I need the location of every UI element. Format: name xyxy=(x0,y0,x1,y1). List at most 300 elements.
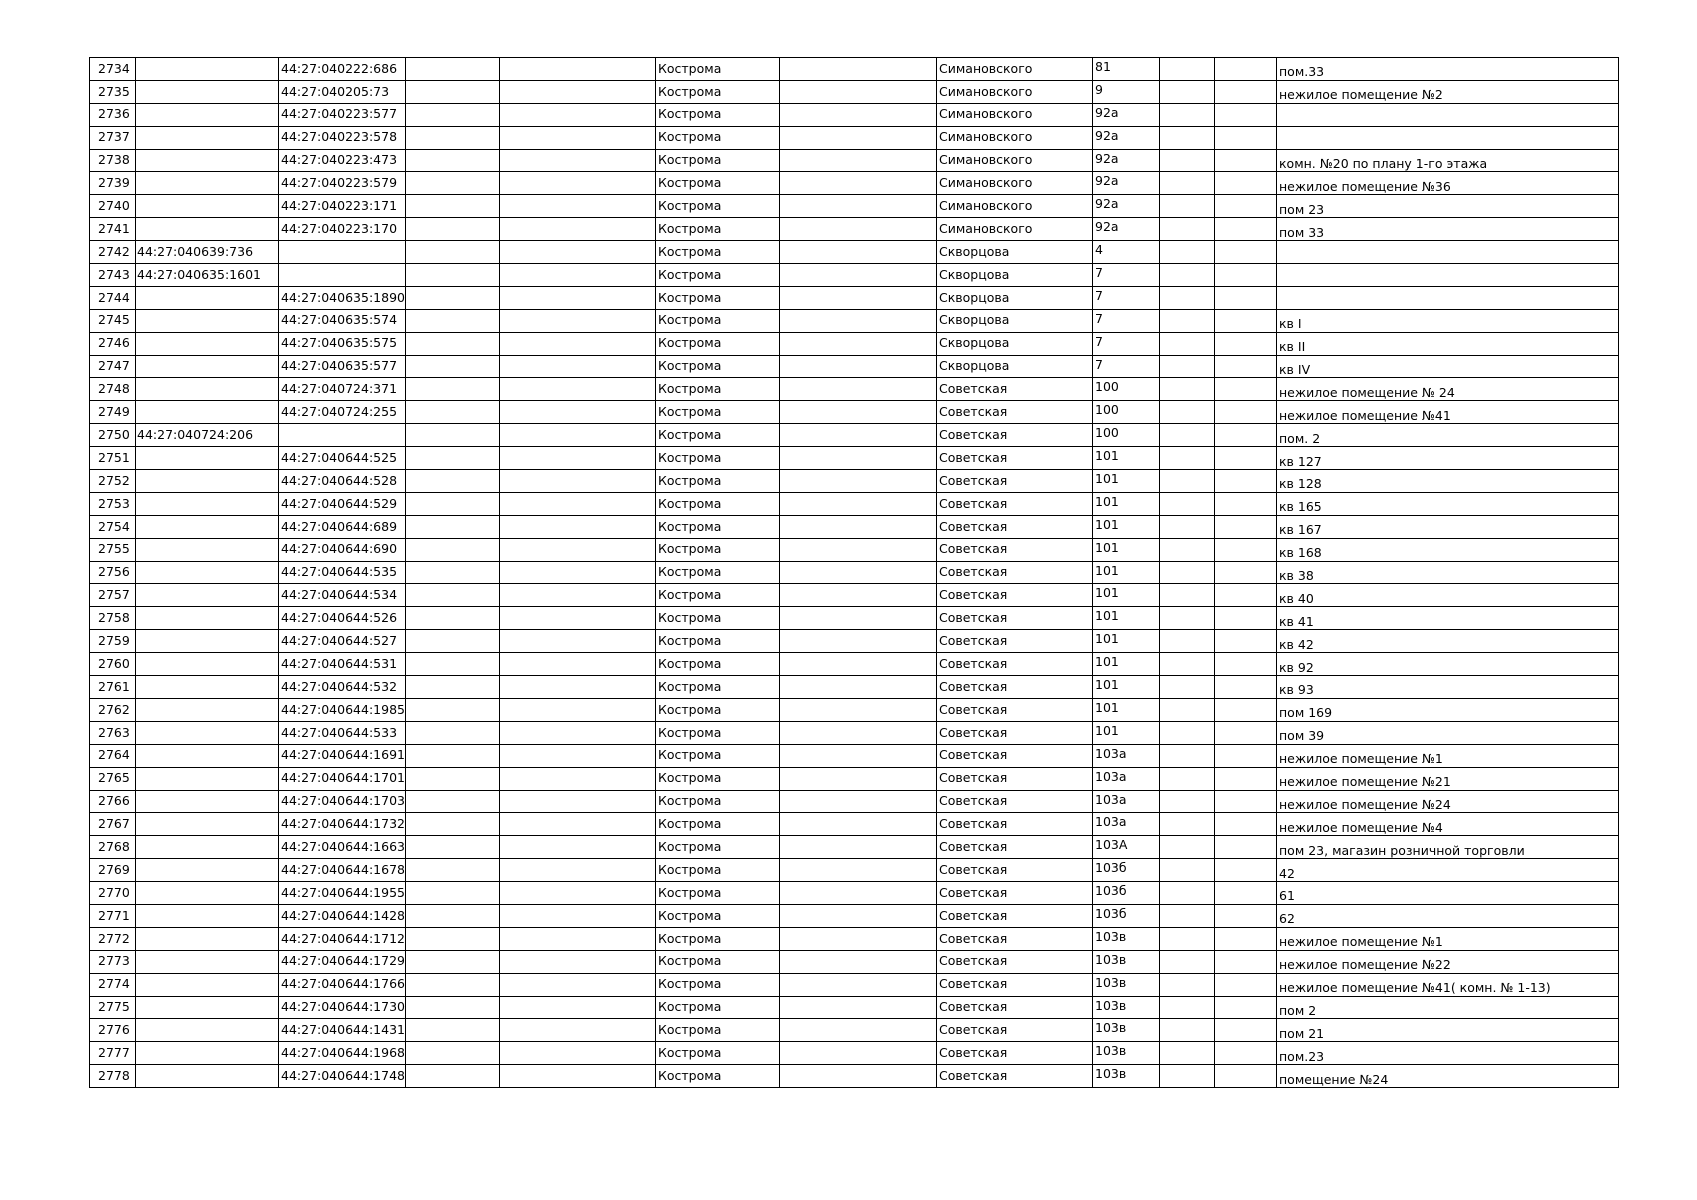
row-number-cell: 2771 xyxy=(90,904,136,927)
row-number-cell: 2778 xyxy=(90,1065,136,1088)
cadastral-number-cell xyxy=(136,355,279,378)
cadastral-number-cell xyxy=(136,790,279,813)
row-number-cell: 2776 xyxy=(90,1019,136,1042)
street-cell: Советская xyxy=(937,607,1093,630)
table-row xyxy=(90,401,1619,424)
house-cell: 101 xyxy=(1093,676,1160,699)
table-row xyxy=(90,1065,1619,1088)
table-row xyxy=(90,813,1619,836)
empty-cell xyxy=(406,653,500,676)
cadastral-number-cell xyxy=(136,653,279,676)
city-cell: Кострома xyxy=(656,790,780,813)
city-cell: Кострома xyxy=(656,447,780,470)
empty-cell xyxy=(780,653,937,676)
table-row xyxy=(90,195,1619,218)
table-row xyxy=(90,721,1619,744)
empty-cell xyxy=(1215,126,1277,149)
empty-cell xyxy=(780,1065,937,1088)
empty-cell xyxy=(780,355,937,378)
table-row xyxy=(90,996,1619,1019)
empty-cell xyxy=(500,1065,656,1088)
empty-cell xyxy=(1160,1042,1215,1065)
premises-note-cell: пом.33 xyxy=(1277,58,1619,81)
empty-cell xyxy=(780,286,937,309)
house-cell: 7 xyxy=(1093,264,1160,287)
street-cell: Советская xyxy=(937,721,1093,744)
city-cell: Кострома xyxy=(656,309,780,332)
house-cell: 103б xyxy=(1093,904,1160,927)
row-number-cell: 2742 xyxy=(90,241,136,264)
cadastral-number-cell xyxy=(136,836,279,859)
premises-note-cell: комн. №20 по плану 1-го этажа xyxy=(1277,149,1619,172)
empty-cell xyxy=(1160,653,1215,676)
city-cell: Кострома xyxy=(656,1042,780,1065)
table-row xyxy=(90,332,1619,355)
table-row xyxy=(90,630,1619,653)
empty-cell xyxy=(406,859,500,882)
table-row xyxy=(90,607,1619,630)
empty-cell xyxy=(1160,790,1215,813)
cadastral-number-alt-cell: 44:27:040635:577 xyxy=(279,355,406,378)
cadastral-number-cell xyxy=(136,195,279,218)
row-number-cell: 2766 xyxy=(90,790,136,813)
cadastral-number-alt-cell: 44:27:040644:1968 xyxy=(279,1042,406,1065)
row-number-cell: 2744 xyxy=(90,286,136,309)
city-cell: Кострома xyxy=(656,470,780,493)
empty-cell xyxy=(406,904,500,927)
empty-cell xyxy=(1215,515,1277,538)
row-number-cell: 2743 xyxy=(90,264,136,287)
cadastral-number-cell xyxy=(136,950,279,973)
empty-cell xyxy=(406,447,500,470)
street-cell: Скворцова xyxy=(937,241,1093,264)
premises-note-cell: нежилое помещение №36 xyxy=(1277,172,1619,195)
cadastral-number-alt-cell xyxy=(279,241,406,264)
table-row xyxy=(90,698,1619,721)
row-number-cell: 2750 xyxy=(90,424,136,447)
cadastral-number-alt-cell: 44:27:040223:578 xyxy=(279,126,406,149)
empty-cell xyxy=(500,355,656,378)
house-cell: 101 xyxy=(1093,470,1160,493)
table-row xyxy=(90,286,1619,309)
cadastral-number-alt-cell: 44:27:040222:686 xyxy=(279,58,406,81)
empty-cell xyxy=(500,492,656,515)
table-row xyxy=(90,790,1619,813)
empty-cell xyxy=(406,836,500,859)
empty-cell xyxy=(1215,286,1277,309)
empty-cell xyxy=(1215,790,1277,813)
empty-cell xyxy=(1215,103,1277,126)
empty-cell xyxy=(1160,630,1215,653)
empty-cell xyxy=(500,630,656,653)
empty-cell xyxy=(500,561,656,584)
empty-cell xyxy=(1160,698,1215,721)
premises-note-cell: пом 33 xyxy=(1277,218,1619,241)
empty-cell xyxy=(1215,241,1277,264)
cadastral-number-cell xyxy=(136,538,279,561)
empty-cell xyxy=(1215,58,1277,81)
table-row xyxy=(90,149,1619,172)
row-number-cell: 2765 xyxy=(90,767,136,790)
cadastral-number-cell xyxy=(136,561,279,584)
house-cell: 103в xyxy=(1093,950,1160,973)
row-number-cell: 2756 xyxy=(90,561,136,584)
house-cell: 101 xyxy=(1093,561,1160,584)
row-number-cell: 2747 xyxy=(90,355,136,378)
premises-note-cell: кв 42 xyxy=(1277,630,1619,653)
table-row xyxy=(90,904,1619,927)
row-number-cell: 2741 xyxy=(90,218,136,241)
street-cell: Советская xyxy=(937,767,1093,790)
row-number-cell: 2752 xyxy=(90,470,136,493)
house-cell: 101 xyxy=(1093,538,1160,561)
premises-note-cell: пом.23 xyxy=(1277,1042,1619,1065)
cadastral-number-alt-cell: 44:27:040644:1732 xyxy=(279,813,406,836)
empty-cell xyxy=(500,744,656,767)
empty-cell xyxy=(500,882,656,905)
empty-cell xyxy=(1215,378,1277,401)
premises-note-cell: нежилое помещение №1 xyxy=(1277,927,1619,950)
cadastral-number-alt-cell: 44:27:040644:1712 xyxy=(279,927,406,950)
cadastral-number-cell xyxy=(136,1019,279,1042)
cadastral-number-alt-cell: 44:27:040644:1955 xyxy=(279,882,406,905)
city-cell: Кострома xyxy=(656,950,780,973)
row-number-cell: 2739 xyxy=(90,172,136,195)
empty-cell xyxy=(1160,607,1215,630)
city-cell: Кострома xyxy=(656,561,780,584)
premises-note-cell xyxy=(1277,103,1619,126)
house-cell: 103в xyxy=(1093,973,1160,996)
table-row xyxy=(90,492,1619,515)
row-number-cell: 2734 xyxy=(90,58,136,81)
cadastral-number-alt-cell: 44:27:040644:689 xyxy=(279,515,406,538)
empty-cell xyxy=(406,103,500,126)
empty-cell xyxy=(406,538,500,561)
empty-cell xyxy=(1215,630,1277,653)
street-cell: Советская xyxy=(937,996,1093,1019)
empty-cell xyxy=(406,126,500,149)
street-cell: Симановского xyxy=(937,58,1093,81)
table-row xyxy=(90,882,1619,905)
empty-cell xyxy=(1160,149,1215,172)
cadastral-number-cell xyxy=(136,859,279,882)
city-cell: Кострома xyxy=(656,653,780,676)
empty-cell xyxy=(500,676,656,699)
row-number-cell: 2762 xyxy=(90,698,136,721)
empty-cell xyxy=(780,744,937,767)
table-row xyxy=(90,218,1619,241)
premises-note-cell: пом 23, магазин розничной торговли xyxy=(1277,836,1619,859)
street-cell: Скворцова xyxy=(937,355,1093,378)
empty-cell xyxy=(500,286,656,309)
cadastral-number-cell xyxy=(136,103,279,126)
city-cell: Кострома xyxy=(656,584,780,607)
premises-note-cell: кв 128 xyxy=(1277,470,1619,493)
empty-cell xyxy=(1215,218,1277,241)
empty-cell xyxy=(780,515,937,538)
street-cell: Советская xyxy=(937,927,1093,950)
cadastral-number-cell: 44:27:040724:206 xyxy=(136,424,279,447)
empty-cell xyxy=(500,218,656,241)
house-cell: 101 xyxy=(1093,607,1160,630)
empty-cell xyxy=(1215,195,1277,218)
house-cell: 100 xyxy=(1093,401,1160,424)
cadastral-number-cell xyxy=(136,492,279,515)
table-row xyxy=(90,767,1619,790)
empty-cell xyxy=(500,447,656,470)
cadastral-number-cell: 44:27:040635:1601 xyxy=(136,264,279,287)
city-cell: Кострома xyxy=(656,378,780,401)
house-cell: 92а xyxy=(1093,195,1160,218)
city-cell: Кострома xyxy=(656,538,780,561)
premises-note-cell: нежилое помещение № 24 xyxy=(1277,378,1619,401)
empty-cell xyxy=(780,813,937,836)
empty-cell xyxy=(500,515,656,538)
cadastral-number-cell xyxy=(136,515,279,538)
empty-cell xyxy=(1160,744,1215,767)
city-cell: Кострома xyxy=(656,767,780,790)
empty-cell xyxy=(780,538,937,561)
empty-cell xyxy=(406,813,500,836)
cadastral-number-alt-cell: 44:27:040644:1985 xyxy=(279,698,406,721)
empty-cell xyxy=(780,882,937,905)
empty-cell xyxy=(406,973,500,996)
empty-cell xyxy=(500,241,656,264)
premises-note-cell: нежилое помещение №1 xyxy=(1277,744,1619,767)
empty-cell xyxy=(1215,882,1277,905)
empty-cell xyxy=(1160,676,1215,699)
empty-cell xyxy=(406,996,500,1019)
premises-note-cell: нежилое помещение №4 xyxy=(1277,813,1619,836)
cadastral-number-cell xyxy=(136,172,279,195)
empty-cell xyxy=(780,492,937,515)
cadastral-number-alt-cell: 44:27:040644:1678 xyxy=(279,859,406,882)
empty-cell xyxy=(500,1042,656,1065)
empty-cell xyxy=(500,767,656,790)
house-cell: 101 xyxy=(1093,630,1160,653)
empty-cell xyxy=(406,1065,500,1088)
empty-cell xyxy=(1160,286,1215,309)
cadastral-number-cell xyxy=(136,676,279,699)
empty-cell xyxy=(500,584,656,607)
table-row xyxy=(90,1042,1619,1065)
cadastral-number-alt-cell: 44:27:040223:577 xyxy=(279,103,406,126)
empty-cell xyxy=(1215,607,1277,630)
street-cell: Советская xyxy=(937,1019,1093,1042)
table-row xyxy=(90,309,1619,332)
empty-cell xyxy=(1160,950,1215,973)
cadastral-number-cell xyxy=(136,698,279,721)
empty-cell xyxy=(1215,538,1277,561)
premises-note-cell: пом 169 xyxy=(1277,698,1619,721)
empty-cell xyxy=(500,424,656,447)
empty-cell xyxy=(1160,103,1215,126)
street-cell: Симановского xyxy=(937,218,1093,241)
cadastral-number-alt-cell: 44:27:040644:531 xyxy=(279,653,406,676)
street-cell: Советская xyxy=(937,515,1093,538)
cadastral-number-alt-cell: 44:27:040223:170 xyxy=(279,218,406,241)
street-cell: Советская xyxy=(937,790,1093,813)
premises-note-cell: нежилое помещение №2 xyxy=(1277,80,1619,103)
empty-cell xyxy=(406,401,500,424)
empty-cell xyxy=(780,767,937,790)
cadastral-number-alt-cell: 44:27:040724:371 xyxy=(279,378,406,401)
row-number-cell: 2758 xyxy=(90,607,136,630)
row-number-cell: 2736 xyxy=(90,103,136,126)
house-cell: 92а xyxy=(1093,126,1160,149)
street-cell: Советская xyxy=(937,584,1093,607)
empty-cell xyxy=(406,721,500,744)
empty-cell xyxy=(406,882,500,905)
empty-cell xyxy=(406,492,500,515)
empty-cell xyxy=(500,653,656,676)
empty-cell xyxy=(1215,996,1277,1019)
empty-cell xyxy=(1215,149,1277,172)
cadastral-number-cell xyxy=(136,1065,279,1088)
cadastral-number-cell xyxy=(136,882,279,905)
street-cell: Советская xyxy=(937,538,1093,561)
cadastral-number-cell xyxy=(136,401,279,424)
cadastral-number-alt-cell: 44:27:040223:473 xyxy=(279,149,406,172)
street-cell: Советская xyxy=(937,859,1093,882)
empty-cell xyxy=(780,172,937,195)
table-row xyxy=(90,172,1619,195)
premises-note-cell: кв 92 xyxy=(1277,653,1619,676)
row-number-cell: 2769 xyxy=(90,859,136,882)
street-cell: Советская xyxy=(937,378,1093,401)
premises-note-cell: пом 2 xyxy=(1277,996,1619,1019)
premises-note-cell: кв I xyxy=(1277,309,1619,332)
street-cell: Советская xyxy=(937,813,1093,836)
empty-cell xyxy=(406,927,500,950)
city-cell: Кострома xyxy=(656,355,780,378)
cadastral-number-cell xyxy=(136,218,279,241)
street-cell: Скворцова xyxy=(937,286,1093,309)
table-row xyxy=(90,561,1619,584)
empty-cell xyxy=(500,1019,656,1042)
table-row xyxy=(90,424,1619,447)
cadastral-number-cell xyxy=(136,927,279,950)
row-number-cell: 2753 xyxy=(90,492,136,515)
row-number-cell: 2777 xyxy=(90,1042,136,1065)
empty-cell xyxy=(780,195,937,218)
empty-cell xyxy=(500,58,656,81)
premises-note-cell: 62 xyxy=(1277,904,1619,927)
house-cell: 7 xyxy=(1093,332,1160,355)
empty-cell xyxy=(1160,859,1215,882)
house-cell: 103в xyxy=(1093,1019,1160,1042)
street-cell: Скворцова xyxy=(937,309,1093,332)
house-cell: 103а xyxy=(1093,767,1160,790)
row-number-cell: 2740 xyxy=(90,195,136,218)
house-cell: 101 xyxy=(1093,653,1160,676)
row-number-cell: 2774 xyxy=(90,973,136,996)
empty-cell xyxy=(406,80,500,103)
cadastral-number-alt-cell xyxy=(279,264,406,287)
premises-note-cell: 61 xyxy=(1277,882,1619,905)
house-cell: 101 xyxy=(1093,492,1160,515)
empty-cell xyxy=(500,195,656,218)
table-row xyxy=(90,653,1619,676)
empty-cell xyxy=(780,561,937,584)
empty-cell xyxy=(1160,58,1215,81)
empty-cell xyxy=(1215,264,1277,287)
street-cell: Советская xyxy=(937,561,1093,584)
table-row xyxy=(90,515,1619,538)
house-cell: 101 xyxy=(1093,515,1160,538)
table-row xyxy=(90,1019,1619,1042)
empty-cell xyxy=(406,561,500,584)
empty-cell xyxy=(1160,561,1215,584)
premises-note-cell: кв 40 xyxy=(1277,584,1619,607)
city-cell: Кострома xyxy=(656,927,780,950)
city-cell: Кострома xyxy=(656,58,780,81)
empty-cell xyxy=(500,470,656,493)
house-cell: 103в xyxy=(1093,1065,1160,1088)
empty-cell xyxy=(500,813,656,836)
city-cell: Кострома xyxy=(656,492,780,515)
house-cell: 103А xyxy=(1093,836,1160,859)
empty-cell xyxy=(1160,973,1215,996)
cadastral-number-alt-cell: 44:27:040644:690 xyxy=(279,538,406,561)
city-cell: Кострома xyxy=(656,218,780,241)
cadastral-number-alt-cell: 44:27:040644:1431 xyxy=(279,1019,406,1042)
empty-cell xyxy=(780,859,937,882)
empty-cell xyxy=(780,103,937,126)
premises-note-cell: помещение №24 xyxy=(1277,1065,1619,1088)
row-number-cell: 2768 xyxy=(90,836,136,859)
city-cell: Кострома xyxy=(656,904,780,927)
empty-cell xyxy=(500,904,656,927)
empty-cell xyxy=(406,286,500,309)
empty-cell xyxy=(1215,767,1277,790)
empty-cell xyxy=(1160,836,1215,859)
house-cell: 103а xyxy=(1093,744,1160,767)
row-number-cell: 2746 xyxy=(90,332,136,355)
empty-cell xyxy=(500,859,656,882)
empty-cell xyxy=(1215,973,1277,996)
empty-cell xyxy=(780,1042,937,1065)
empty-cell xyxy=(1160,470,1215,493)
empty-cell xyxy=(406,1019,500,1042)
empty-cell xyxy=(1215,355,1277,378)
empty-cell xyxy=(500,607,656,630)
street-cell: Советская xyxy=(937,904,1093,927)
empty-cell xyxy=(780,1019,937,1042)
empty-cell xyxy=(500,790,656,813)
street-cell: Скворцова xyxy=(937,264,1093,287)
empty-cell xyxy=(1160,80,1215,103)
cadastral-number-alt-cell: 44:27:040635:1890 xyxy=(279,286,406,309)
empty-cell xyxy=(1160,1065,1215,1088)
street-cell: Симановского xyxy=(937,149,1093,172)
street-cell: Советская xyxy=(937,1042,1093,1065)
row-number-cell: 2759 xyxy=(90,630,136,653)
premises-note-cell: 42 xyxy=(1277,859,1619,882)
table-row xyxy=(90,676,1619,699)
row-number-cell: 2749 xyxy=(90,401,136,424)
empty-cell xyxy=(406,149,500,172)
city-cell: Кострома xyxy=(656,1065,780,1088)
table-row xyxy=(90,836,1619,859)
cadastral-number-alt-cell: 44:27:040644:1663 xyxy=(279,836,406,859)
city-cell: Кострома xyxy=(656,332,780,355)
row-number-cell: 2735 xyxy=(90,80,136,103)
cadastral-number-cell xyxy=(136,1042,279,1065)
street-cell: Симановского xyxy=(937,195,1093,218)
row-number-cell: 2773 xyxy=(90,950,136,973)
cadastral-number-cell xyxy=(136,904,279,927)
